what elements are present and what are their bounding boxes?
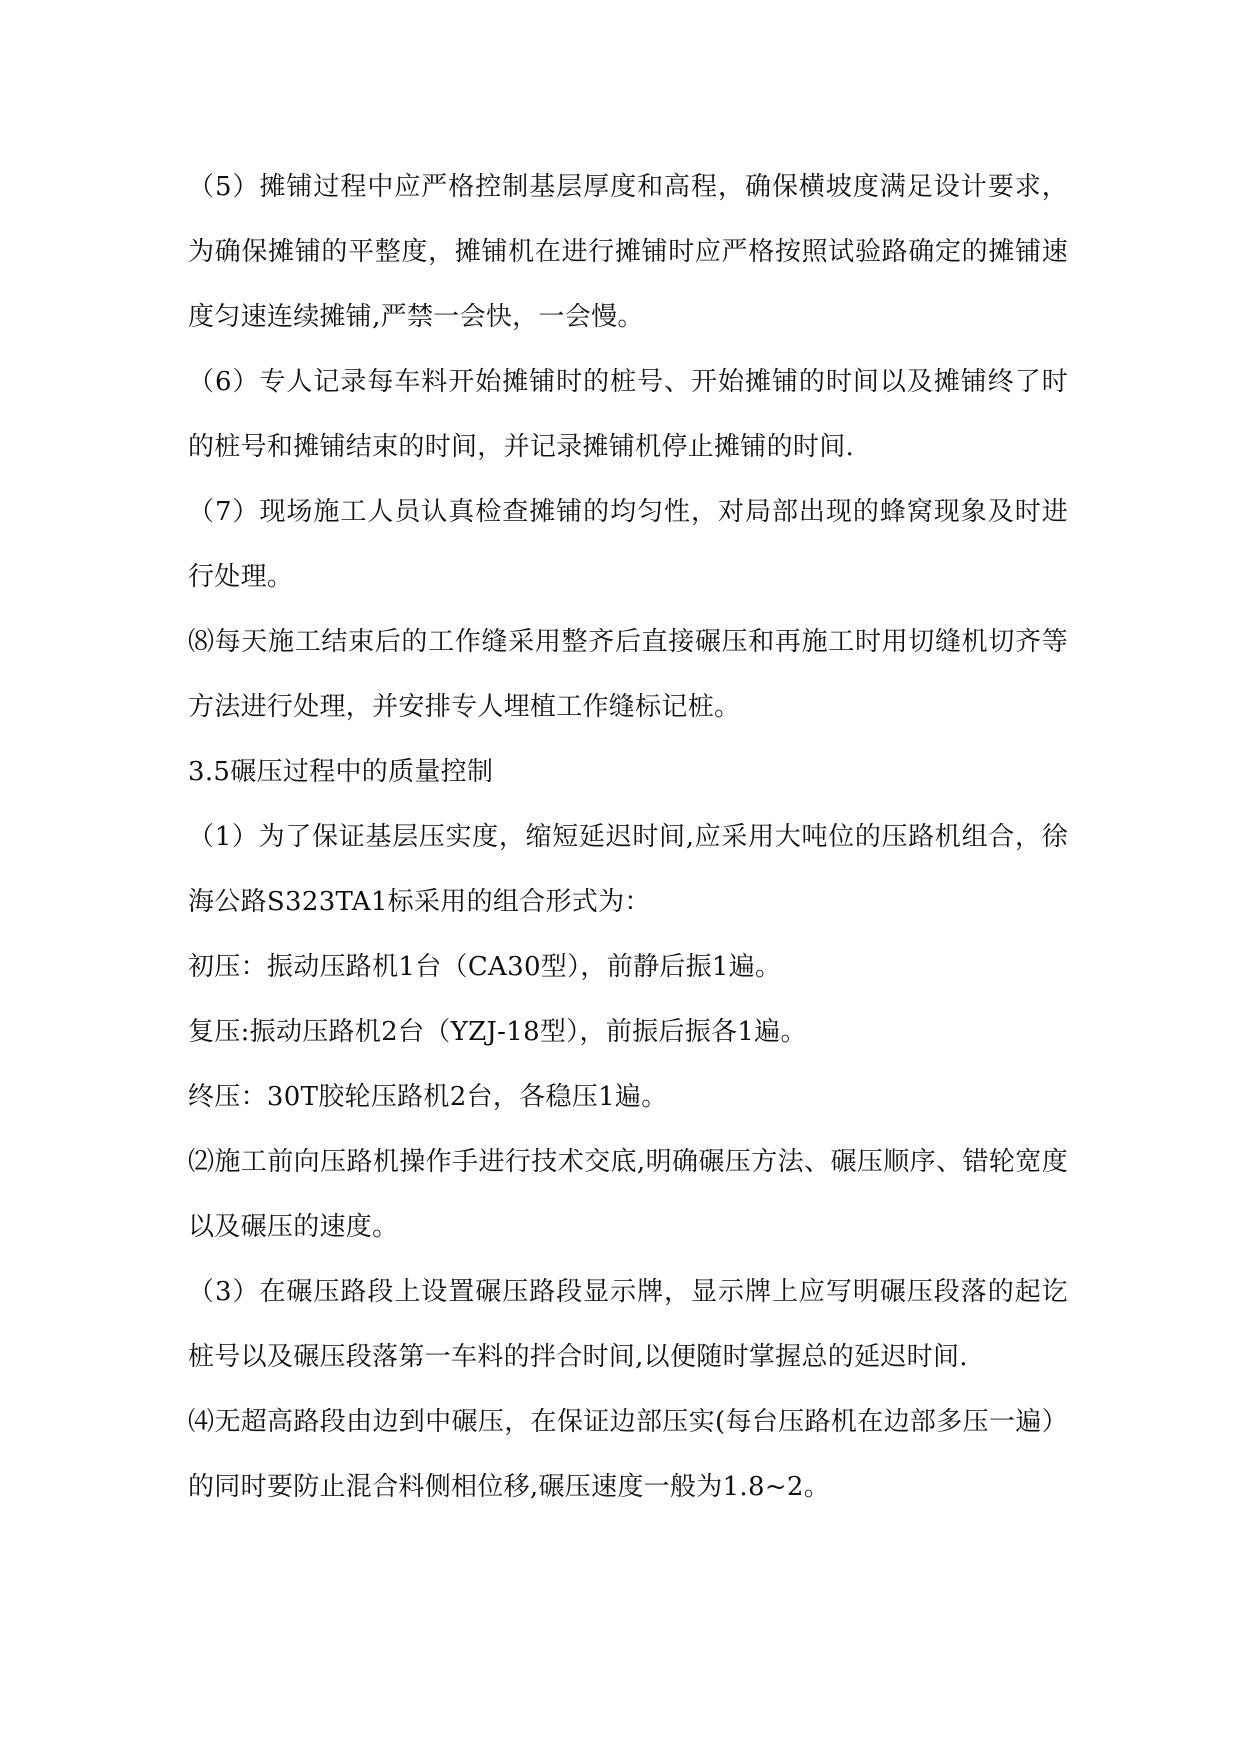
paragraph-technical-briefing: ⑵施工前向压路机操作手进行技术交底,明确碾压方法、碾压顺序、错轮宽度以及碾压的速度。: [188, 1147, 1068, 1242]
paragraph-final-compaction: 终压：30T胶轮压路机2台，各稳压1遍。: [188, 1082, 668, 1112]
section-heading-compaction: 3.5碾压过程中的质量控制: [188, 757, 494, 787]
paragraph-paving-record: （6）专人记录每车料开始摊铺时的桩号、开始摊铺的时间以及摊铺终了时的桩号和摊铺结束的时间，并记录摊铺机停止摊铺的时间.: [188, 367, 1068, 462]
paragraph-initial-compaction: 初压：振动压路机1台（CA30型），前静后振1遍。: [188, 952, 782, 982]
paragraph-roller-combination: （1）为了保证基层压实度，缩短延迟时间,应采用大吨位的压路机组合，徐海公路S323TA1标采用的组合形式为：: [188, 822, 1068, 917]
paragraph-paving-uniformity: （7）现场施工人员认真检查摊铺的均匀性，对局部出现的蜂窝现象及时进行处理。: [188, 497, 1068, 592]
paragraph-compaction-order: ⑷无超高路段由边到中碾压，在保证边部压实(每台压路机在边部多压一遍）的同时要防止混合料侧相位移,碾压速度一般为1.8~2。: [188, 1407, 1068, 1502]
paragraph-compaction-sign: （3）在碾压路段上设置碾压路段显示牌，显示牌上应写明碾压段落的起讫桩号以及碾压段落第一车料的拌合时间,以便随时掌握总的延迟时间.: [188, 1277, 1068, 1372]
paragraph-paving-thickness: （5）摊铺过程中应严格控制基层厚度和高程，确保横坡度满足设计要求，为确保摊铺的平整度，摊铺机在进行摊铺时应严格按照试验路确定的摊铺速度匀速连续摊铺,严禁一会快，一会慢。: [188, 172, 1068, 332]
paragraph-construction-joint: ⑻每天施工结束后的工作缝采用整齐后直接碾压和再施工时用切缝机切齐等方法进行处理，并安排专人埋植工作缝标记桩。: [188, 627, 1068, 722]
paragraph-secondary-compaction: 复压:振动压路机2台（YZJ-18型），前振后振各1遍。: [188, 1017, 807, 1047]
document-body: [188, 155, 1068, 1520]
